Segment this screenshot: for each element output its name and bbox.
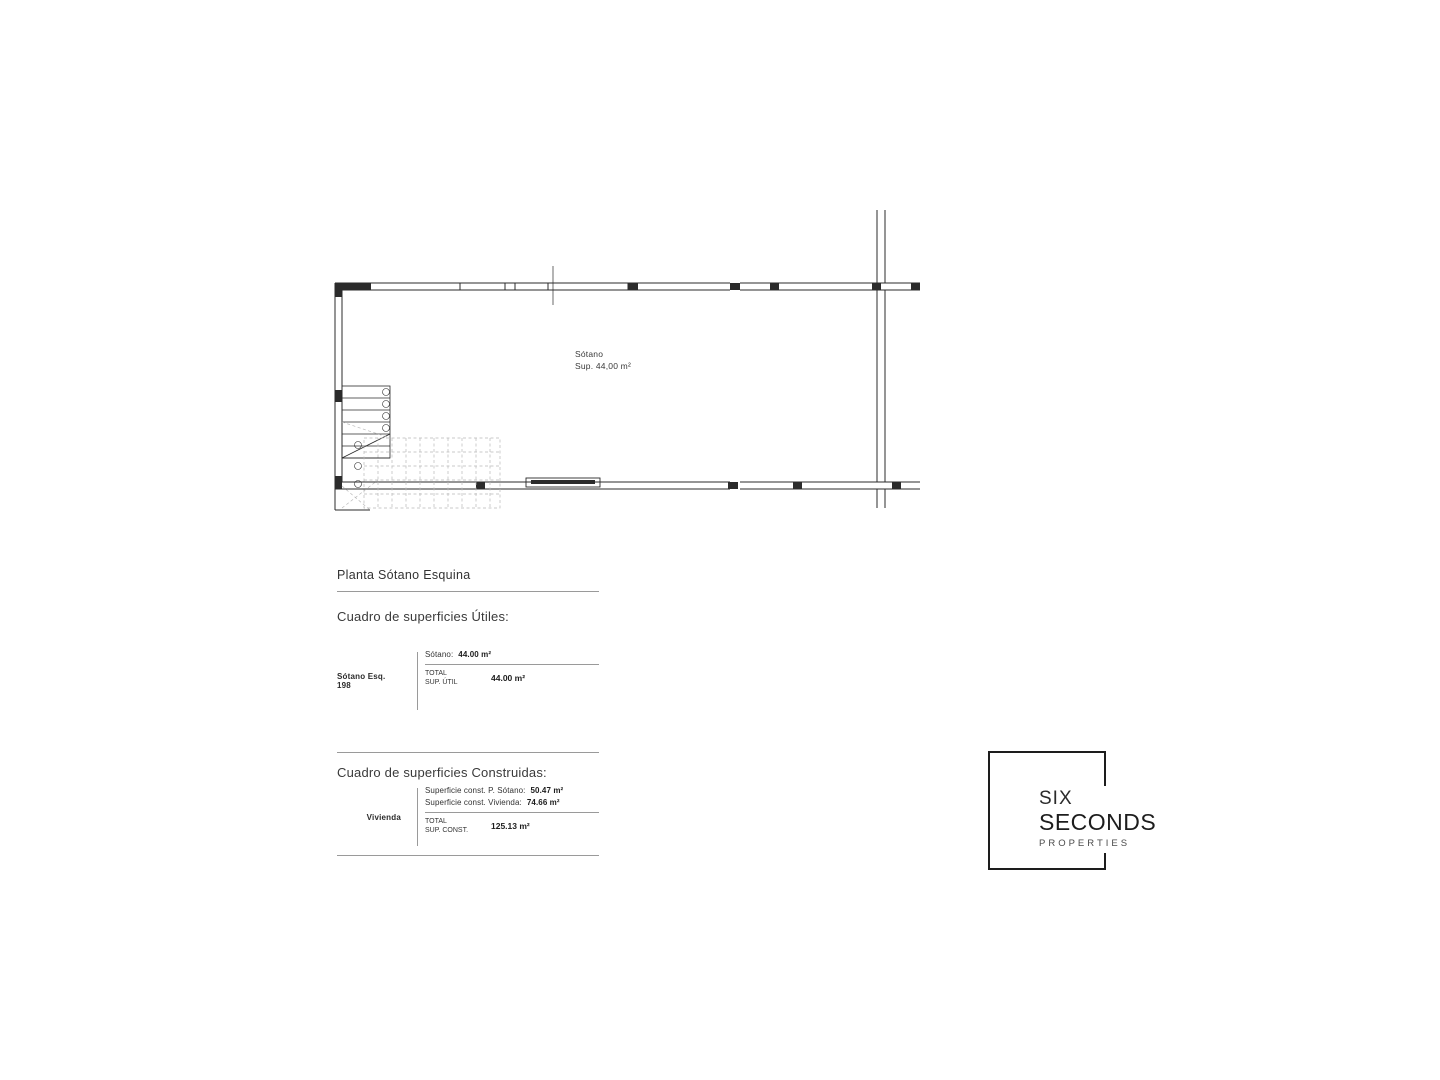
- stair-dashed: [342, 422, 500, 510]
- heading-superficies-construidas: Cuadro de superficies Construidas:: [337, 765, 547, 780]
- construidas-rule-bottom: [337, 855, 599, 856]
- wall-left: [335, 283, 370, 510]
- construidas-separator: [425, 812, 599, 813]
- construidas-line-label: Superficie const. P. Sótano:: [425, 786, 526, 795]
- logo-line-seconds: SECONDS: [1039, 809, 1157, 835]
- construidas-line: [425, 786, 599, 795]
- construidas-total-label: [425, 817, 483, 835]
- construidas-line-value: 74.66 m²: [526, 798, 560, 807]
- logo-line-six: SIX: [1039, 788, 1073, 809]
- construidas-total-value: 125.13 m²: [491, 821, 530, 831]
- stair-upper: [342, 386, 390, 488]
- table-superficies-construidas: [337, 786, 599, 848]
- plan-title: Planta Sótano Esquina: [337, 568, 599, 592]
- utiles-total-row: [425, 669, 599, 687]
- utiles-line-label: Sótano:: [425, 650, 454, 659]
- utiles-total-label-line2: SUP. ÚTIL: [425, 679, 458, 686]
- construidas-total-row: [425, 817, 599, 835]
- wall-top: [335, 283, 920, 290]
- construidas-total-label-line1: TOTAL: [425, 818, 447, 825]
- utiles-total-label-line1: TOTAL: [425, 670, 447, 677]
- utiles-vertical-rule: [417, 652, 418, 710]
- logo-line-properties: PROPERTIES: [1039, 838, 1131, 849]
- construidas-rule-top: [337, 752, 599, 753]
- construidas-row-type: Vivienda: [366, 812, 401, 822]
- construidas-line-value: 50.47 m²: [530, 786, 564, 795]
- utiles-line: [425, 650, 599, 659]
- utiles-line-value: 44.00 m²: [458, 650, 492, 659]
- utiles-total-value: 44.00 m²: [491, 673, 526, 683]
- room-name: Sótano: [575, 349, 604, 359]
- utiles-separator: [425, 664, 599, 665]
- construidas-vertical-rule: [417, 788, 418, 846]
- heading-superficies-utiles: Cuadro de superficies Útiles:: [337, 609, 509, 624]
- construidas-line: [425, 798, 599, 807]
- logo-text: [1033, 786, 1199, 853]
- construidas-total-label-line2: SUP. CONST.: [425, 827, 469, 834]
- wall-right-party: [877, 210, 885, 508]
- wall-bottom: [335, 478, 920, 489]
- table-superficies-utiles: [337, 650, 599, 712]
- utiles-total-label: [425, 669, 483, 687]
- construidas-line-label: Superficie const. Vivienda:: [425, 798, 522, 807]
- utiles-row-type: Sótano Esq. 198: [337, 672, 386, 690]
- room-area: Sup. 44,00 m²: [575, 361, 631, 371]
- room-label-sotano: [575, 348, 755, 372]
